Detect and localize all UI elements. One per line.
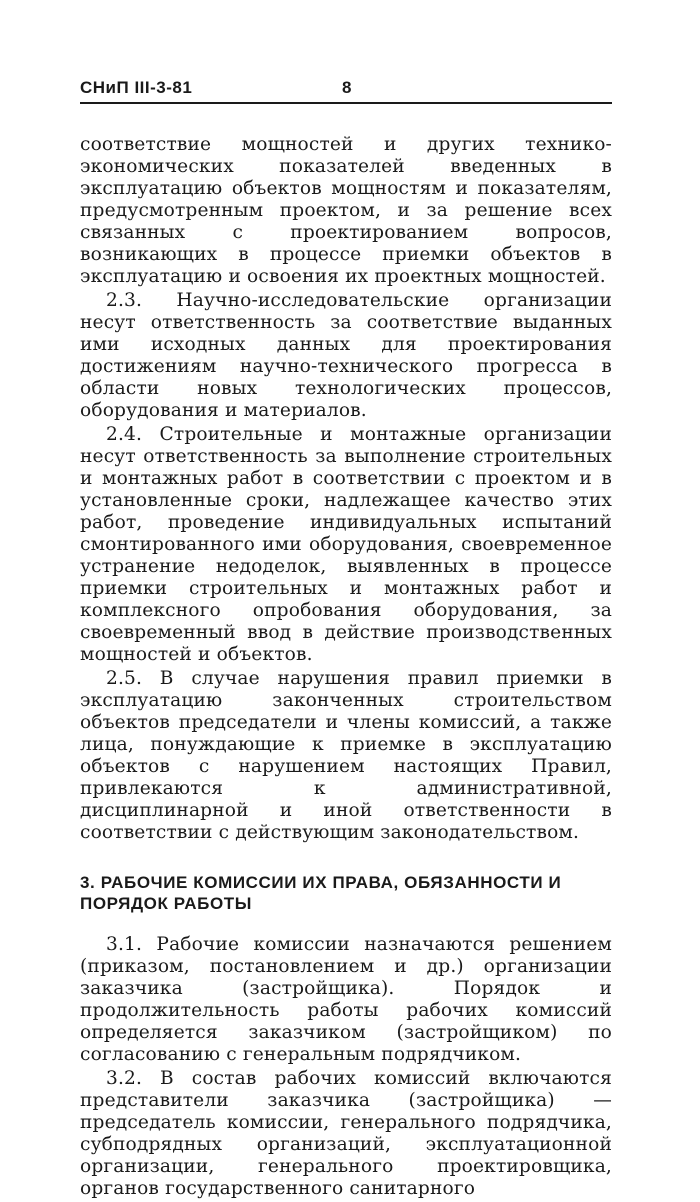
document-code: СНиП III-3-81 (80, 78, 193, 97)
paragraph-2-5: 2.5. В случае нарушения правил приемки в эксплуатацию законченных строительством объектов председатели и члены комиссий, а также лица, понуждающие к приемке в эксплуатацию объектов с нарушением настоящих Правил, привлекаются к административной, дисциплинарной и иной ответственности в соответствии с действующим законодательством. (80, 668, 612, 843)
paragraph-2-3: 2.3. Научно-исследовательские организации несут ответственность за соответствие выданных ими исходных данных для проектирования достижениям научно-технического прогресса в области новых технологических процессов, оборудования и материалов. (80, 290, 612, 421)
paragraph-3-1: 3.1. Рабочие комиссии назначаются решением (приказом, постановлением и др.) организации заказчика (застройщика). Порядок и продолжительность работы рабочих комиссий определяется заказчиком (застройщиком) по согласованию с генеральным подрядчиком. (80, 934, 612, 1065)
paragraph-continuation: соответствие мощностей и других технико-экономических показателей введенных в эксплуатацию объектов мощностям и показателям, предусмотренным проектом, и за решение всех связанных с проектированием вопросов, возникающих в процессе приемки объектов в эксплуатацию и освоения их проектных мощностей. (80, 134, 612, 287)
paragraph-2-4: 2.4. Строительные и монтажные организации несут ответственность за выполнение строительных и монтажных работ в соответствии с проектом и в установленные сроки, надлежащее качество этих работ, проведение индивидуальных испытаний смонтированного ими оборудования, своевременное устранение недоделок, выявленных в процессе приемки строительных и монтажных работ и комплексного опробования оборудования, за своевременный ввод в действие производственных мощностей и объектов. (80, 424, 612, 665)
section-heading: 3. РАБОЧИЕ КОМИССИИ ИХ ПРАВА, ОБЯЗАННОСТИ И ПОРЯДОК РАБОТЫ (80, 873, 562, 913)
page-number: 8 (342, 78, 352, 97)
body-text (80, 134, 612, 1202)
page-header (80, 78, 612, 104)
paragraph-3-2: 3.2. В состав рабочих комиссий включаются представители заказчика (застройщика) — председатель комиссии, генерального подрядчика, субподрядных организаций, эксплуатационной организации, генерального проектировщика, органов государственного санитарного (80, 1068, 612, 1199)
